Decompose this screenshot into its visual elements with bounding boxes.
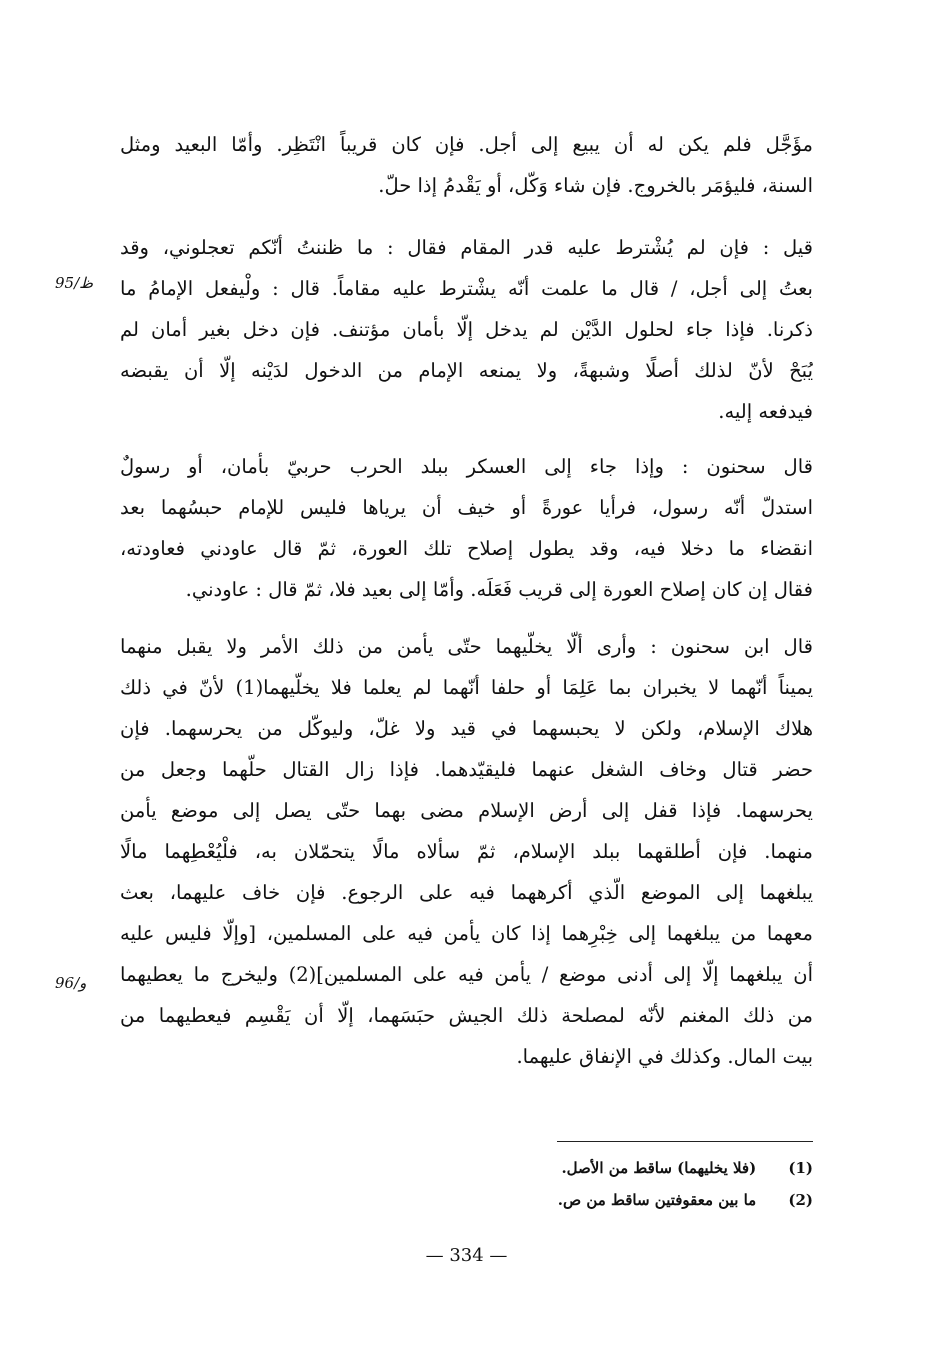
text-line: يحرسهما. فإذا قفل إلى أرض الإسلام مضى بهما حتّى يصل إلى موضع يأمن xyxy=(120,799,813,822)
text-line: معهما من يبلغهما إلى خِبْرِهما إذا كان يأمن فيه على المسلمين، [وإلّا فليس عليه xyxy=(120,922,813,945)
paragraph-1 xyxy=(120,124,813,206)
text-line: بيت المال. وكذلك في الإنفاق عليهما. xyxy=(516,1045,813,1068)
footnote-text: ما بين معقوفتين ساقط من ص. xyxy=(557,1191,757,1209)
text-line: حضر قتال وخاف الشغل عنهما فليقيّدهما. فإذا زال القتال حلّهما وجعل من xyxy=(120,758,813,781)
margin-folio-note: 96/و xyxy=(55,974,87,992)
paragraph-3 xyxy=(120,446,813,610)
text-line: قال ابن سحنون : وأرى ألّا يخلّيهما حتّى يأمن من ذلك الأمر ولا يقبل منهما xyxy=(120,635,813,658)
footnote-number: (2) xyxy=(788,1191,813,1209)
text-line: أن يبلغهما إلّا إلى أدنى موضع / يأمن فيه على المسلمين](2) وليخرج ما يعطيهما xyxy=(120,963,813,986)
text-line: يميناً أنّهما لا يخبران بما عَلِمَا أو حلفا أنّهما لم يعلما فلا يخلّيهما(1) لأنّ في ذلك xyxy=(120,676,813,699)
text-line: فيدفعه إليه. xyxy=(718,400,813,423)
footnote xyxy=(313,1159,813,1177)
text-line: يبلغهما إلى الموضع الّذي أكرههما فيه على الرجوع. فإن خاف عليهما، بعث xyxy=(120,881,813,904)
footnote xyxy=(313,1191,813,1209)
text-line: منهما. فإن أطلقهما ببلد الإسلام، ثمّ سألاه مالًا يتحمّلان به، فلْيُعْطِهما مالًا xyxy=(120,840,813,863)
text-line: قال سحنون : وإذا جاء إلى العسكر ببلد الحرب حربيّ بأمان، أو رسولٌ xyxy=(120,455,813,478)
page-number: — 334 — xyxy=(425,1245,508,1266)
text-line: بعتُ إلى أجل، / قال ما علمت أنّه يشْترط عليه مقاماً. قال : ولْيفعل الإمامُ ما xyxy=(120,277,813,300)
margin-folio-note: 95/ظ xyxy=(55,274,94,292)
text-line: السنة، فليؤمَر بالخروج. فإن شاء وَكّل، أو يَقْدمُ إذا حلّ. xyxy=(378,174,813,197)
footnote-number: (1) xyxy=(788,1159,813,1177)
text-line: مؤَجَّل فلم يكن له أن يبيع إلى أجل. فإن كان قريباً انْتَظِر. وأمّا البعيد ومثل xyxy=(120,133,813,156)
text-line: يُبَحْ لأنّ لذلك أصلًا وشبهةً، ولا يمنعه الإمام من الدخول لدَيْنه إلّا أن يقبضه xyxy=(120,359,813,382)
text-line: ذكرنا. فإذا جاء لحلول الدَّيْن لم يدخل إلّا بأمان مؤتنف. فإن دخل بغير أمان لم xyxy=(120,318,813,341)
text-line: هلاك الإسلام، ولكن لا يحبسهما في قيد ولا غلّ، وليوكّل من يحرسهما. فإن xyxy=(120,717,813,740)
footnote-text: (فلا يخليهما) ساقط من الأصل. xyxy=(561,1159,757,1177)
paragraph-2 xyxy=(120,227,813,432)
footnote-divider xyxy=(557,1141,813,1142)
text-line: استدلّ أنّه رسول، فرأيا عورةً أو خيف أن يرياها فليس للإمام حبسُهما بعد xyxy=(120,496,813,519)
text-line: فقال إن كان إصلاح العورة إلى قريب فَعَلَه. وأمّا إلى بعيد فلا، ثمّ قال : عاودني. xyxy=(185,578,813,601)
paragraph-4 xyxy=(120,626,813,1077)
text-line: انقضاء ما دخلا فيه، وقد يطول إصلاح تلك العورة، ثمّ قال عاودني فعاودته، xyxy=(120,537,813,560)
text-line: من ذلك المغنم لأنّه لمصلحة ذلك الجيش حبَسَهما، إلّا أن يَقْسِم فيعطيهما من xyxy=(120,1004,813,1027)
text-line: قيل : فإن لم يُشْترط عليه قدر المقام فقال : ما ظننتُ أنّكم تعجلوني، وقد xyxy=(120,236,813,259)
